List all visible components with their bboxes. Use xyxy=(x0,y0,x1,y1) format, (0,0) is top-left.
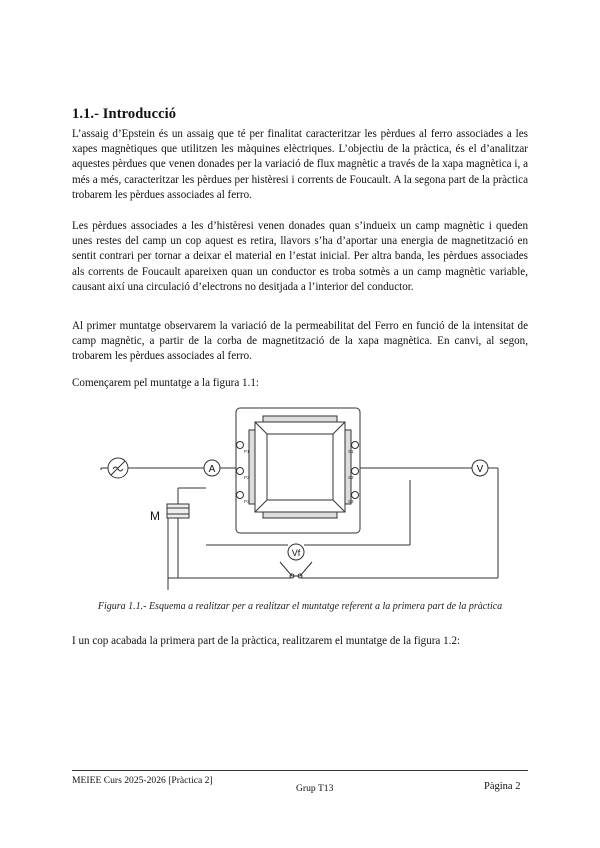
terminal-s3-label: S3 xyxy=(348,499,354,504)
section-heading: 1.1.- Introducció xyxy=(72,106,177,122)
terminal-s2 xyxy=(352,468,359,475)
terminal-p2 xyxy=(237,468,244,475)
ammeter-label: A xyxy=(208,464,216,475)
terminal-s2-label: S2 xyxy=(348,475,354,480)
paragraph-losses: Les pèrdues associades a les d’histèresi venen donades quan s’indueix un camp magnètic i queden unes restes del camp un cop aquest es retira, llavors s’ha d’aportar una energia de magnetització en sentit contrari per tornar a deixar el material en l’estat inicial. Per altra banda, les pèrdues associades als corrents de Foucault apareixen quan un conductor es troba sotmès a un camp magnètic variable, causant així una circulació d’electrons no desitjada a l’interior del conductor. xyxy=(72,220,528,293)
footer-course: MEIEE Curs 2025-2026 [Pràctica 2] xyxy=(72,775,213,786)
terminal-p1 xyxy=(237,442,244,449)
paragraph-setups: Al primer muntatge observarem la variació de la permeabilitat del Ferro en funció de la intensitat de camp magnètic, a partir de la corba de magnetització de la xapa magnètica. En canvi, al segon, trobarem les pèrdues associades al ferro. xyxy=(72,320,528,363)
paragraph-second-setup: I un cop acabada la primera part de la pràctica, realitzarem el muntatge de la figura 1.2: xyxy=(72,635,461,647)
mutual-label: M xyxy=(150,509,160,523)
footer-page-number: Pàgina 2 xyxy=(484,781,521,792)
terminal-p3 xyxy=(237,492,244,499)
terminal-s3 xyxy=(352,492,359,499)
figure-caption: Figura 1.1.- Esquema a realitzar per a realitzar el muntatge referent a la primera part de la pràctica xyxy=(97,601,503,612)
terminal-s1 xyxy=(352,442,359,449)
paragraph-intro: L’assaig d’Epstein és un assaig que té per finalitat caracteritzar les pèrdues al ferro associades a les xapes magnètiques que utilitzen les màquines elèctriques. L’objectiu de la pràctica, és el d’analitzar aquestes pèrdues que venen donades per la variació de flux magnètic a través de la xapa magnètica i, a més a més, caracteritzar les pèrdues per histèresi i corrents de Foucault. A la segona part de la pràctica trobarem les pèrdues associades al ferro. xyxy=(72,128,528,201)
mutual-inductor xyxy=(167,504,189,518)
circuit-diagram xyxy=(96,400,506,590)
voltmeter-label: V xyxy=(476,464,484,475)
switch-icon xyxy=(280,562,312,576)
footer-divider xyxy=(72,770,528,771)
footer-group: Grup T13 xyxy=(296,783,334,794)
terminal-s1-label: S1 xyxy=(348,449,354,454)
epstein-core-inner xyxy=(267,434,333,500)
epstein-core-outer xyxy=(255,422,345,512)
paragraph-figure-ref: Començarem pel muntatge a la figura 1.1: xyxy=(72,377,259,389)
terminal-p1-label: P1 xyxy=(244,449,250,454)
terminal-p3-label: P3 xyxy=(244,499,250,504)
terminal-p2-label: P2 xyxy=(244,475,250,480)
wattmeter-label: Vf xyxy=(291,548,301,558)
